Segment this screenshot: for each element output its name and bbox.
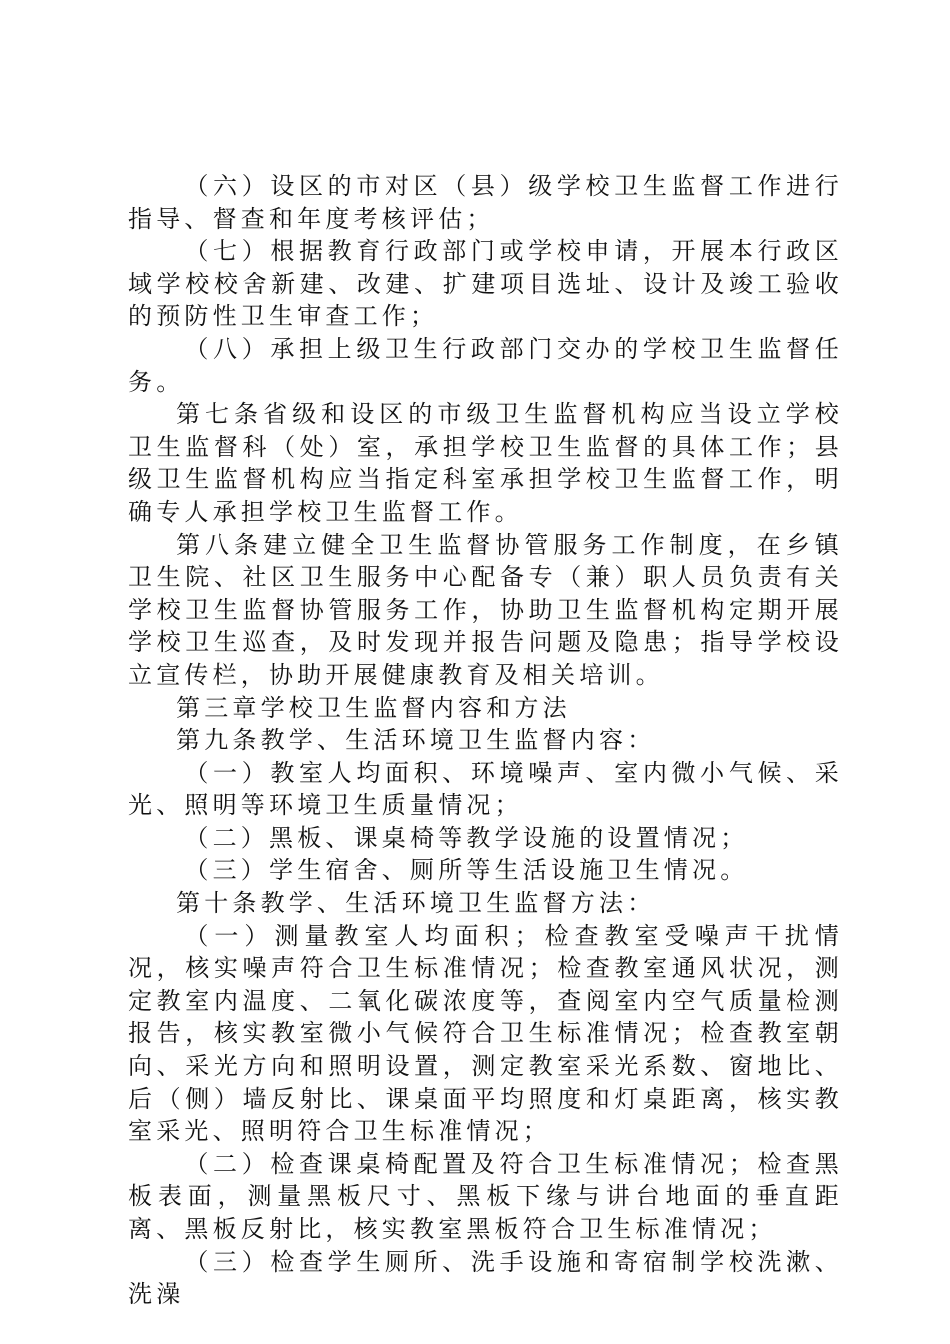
paragraph-item-6: （六）设区的市对区（县）级学校卫生监督工作进行指导、督查和年度考核评估； [128,172,843,233]
paragraph-item-8: （八）承担上级卫生行政部门交办的学校卫生监督任务。 [128,334,843,396]
article-9-item-1: （一）教室人均面积、环境噪声、室内微小气候、采光、照明等环境卫生质量情况； [128,758,843,820]
chapter-3-heading: 第三章学校卫生监督内容和方法 [176,693,571,722]
document-body [128,170,843,1311]
article-7: 第七条省级和设区的市级卫生监督机构应当设立学校卫生监督科（处）室，承担学校卫生监督的具体工作；县级卫生监督机构应当指定科室承担学校卫生监督工作，明确专人承担学校卫生监督工作。 [128,400,843,526]
article-10-item-2: （二）检查课桌椅配置及符合卫生标准情况；检查黑板表面，测量黑板尺寸、黑板下缘与讲台地面的垂直距离、黑板反射比，核实教室黑板符合卫生标准情况； [128,1149,843,1243]
article-9: 第九条教学、生活环境卫生监督内容： [176,726,656,755]
paragraph-item-7: （七）根据教育行政部门或学校申请，开展本行政区域学校校舍新建、改建、扩建项目选址、设计及竣工验收的预防性卫生审查工作； [128,237,843,331]
article-9-item-3: （三）学生宿舍、厕所等生活设施卫生情况。 [184,856,749,885]
article-10-item-3: （三）检查学生厕所、洗手设施和寄宿制学校洗漱、洗澡 [128,1247,843,1309]
article-10-item-1: （一）测量教室人均面积；检查教室受噪声干扰情况，核实噪声符合卫生标准情况；检查教室通风状况，测定教室内温度、二氧化碳浓度等，查阅室内空气质量检测报告，核实教室微小气候符合卫生标准情况；检查教室朝向、采光方向和照明设置，测定教室采光系数、窗地比、后（侧）墙反射比、课桌面平均照度和灯桌距离，核实教室采光、照明符合卫生标准情况； [128,921,843,1146]
article-10: 第十条教学、生活环境卫生监督方法： [176,889,656,918]
article-9-item-2: （二）黑板、课桌椅等教学设施的设置情况； [184,823,749,852]
article-8: 第八条建立健全卫生监督协管服务工作制度，在乡镇卫生院、社区卫生服务中心配备专（兼）职人员负责有关学校卫生监督协管服务工作，协助卫生监督机构定期开展学校卫生巡查，及时发现并报告问题及隐患；指导学校设立宣传栏，协助开展健康教育及相关培训。 [128,530,843,689]
